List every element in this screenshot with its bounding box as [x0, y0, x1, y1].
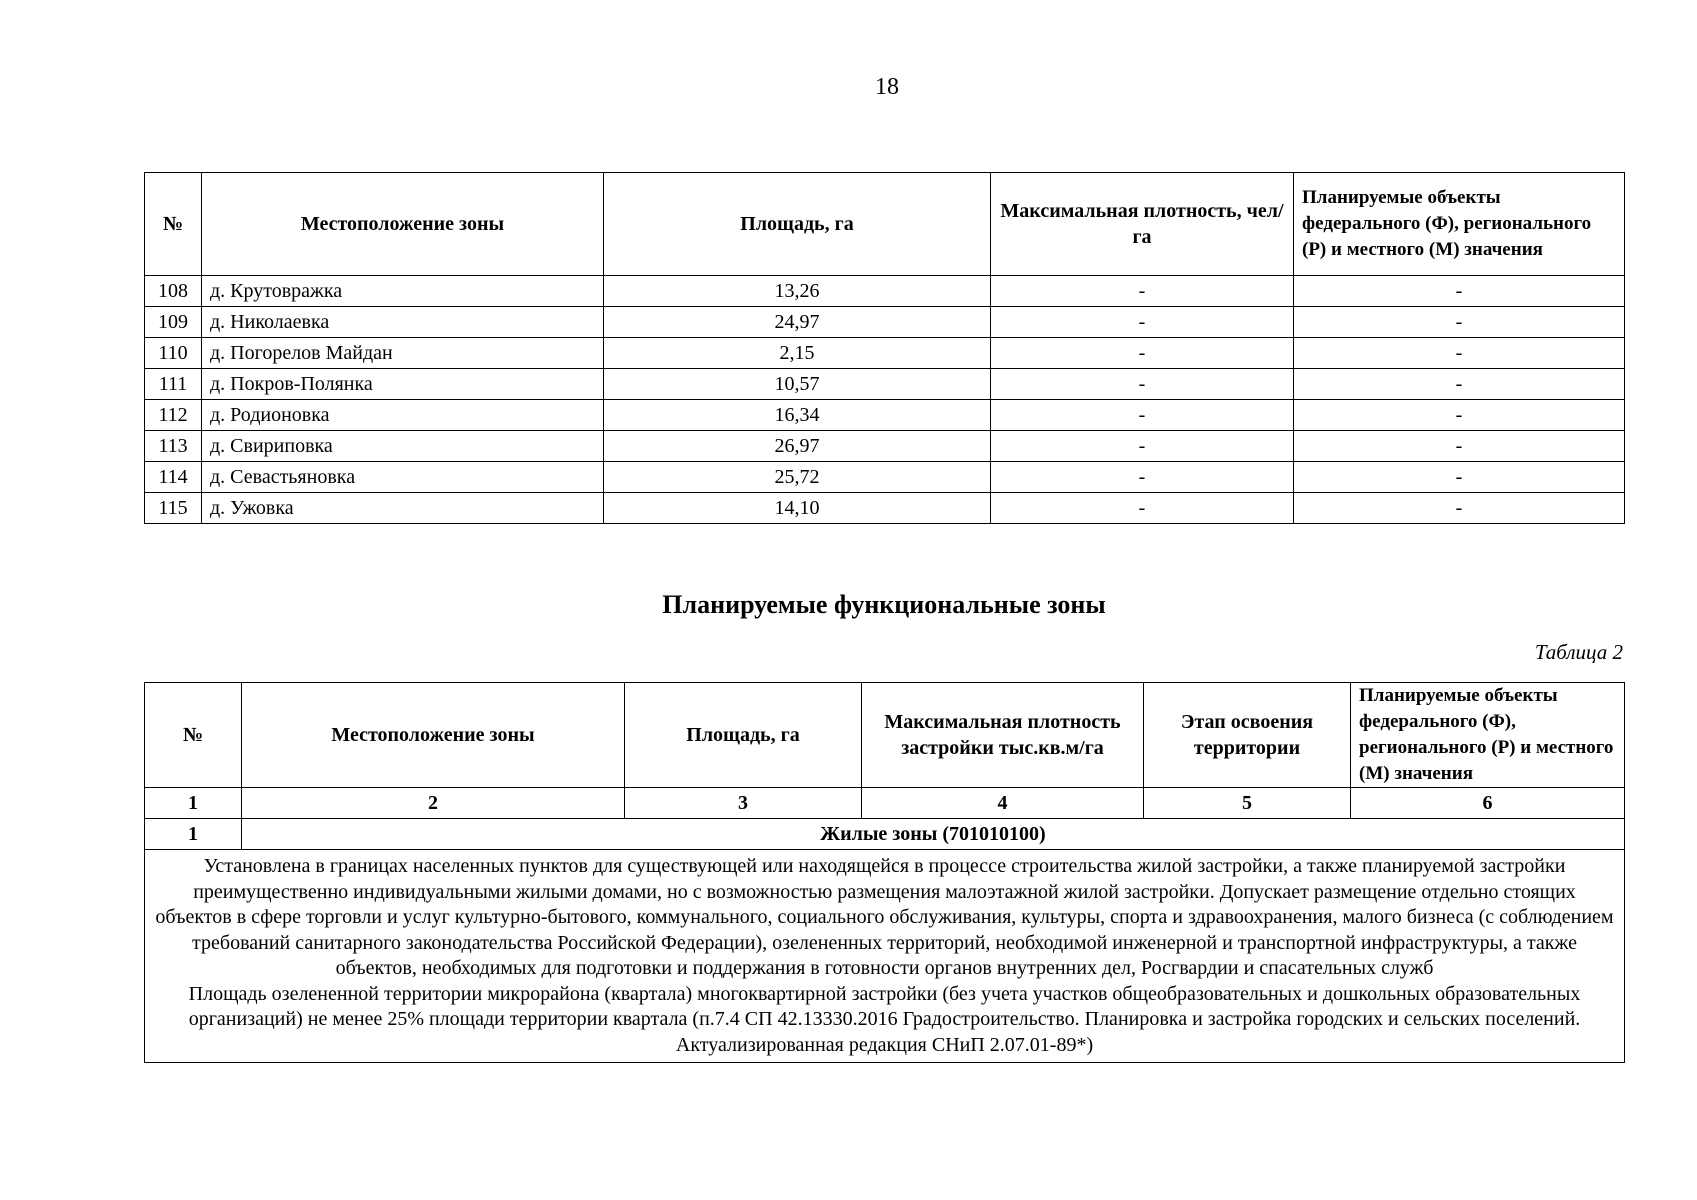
description-paragraph: Площадь озелененной территории микрорайона (квартала) многоквартирной застройки (без учета участков общеобразовательных и дошкольных образовательных организаций) не менее 25% площади территории квартала (п.7.4 СП 42.13330.2016 Градостроительство. Планировка и застройка городских и сельских поселений. Актуализированная редакция СНиП 2.07.01-89*)	[188, 982, 1581, 1056]
zones-table-continued	[144, 172, 1625, 524]
cell-num: 114	[145, 462, 202, 493]
cell-location: д. Николаевка	[202, 307, 604, 338]
cell-location: д. Крутовражка	[202, 276, 604, 307]
table-row	[145, 431, 1625, 462]
cell-area: 13,26	[604, 276, 991, 307]
cell-density: -	[991, 431, 1294, 462]
col-number: 5	[1144, 788, 1351, 819]
cell-objects: -	[1294, 276, 1625, 307]
cell-location: д. Ужовка	[202, 493, 604, 524]
cell-area: 25,72	[604, 462, 991, 493]
cell-density: -	[991, 400, 1294, 431]
section-title: Планируемые функциональные зоны	[662, 590, 1106, 619]
zone-title: Жилые зоны (701010100)	[242, 819, 1625, 850]
header-objects: Планируемые объекты федерального (Ф), регионального (Р) и местного (М) значения	[1294, 173, 1625, 276]
cell-location: д. Севастьяновка	[202, 462, 604, 493]
cell-objects: -	[1294, 338, 1625, 369]
cell-objects: -	[1294, 400, 1625, 431]
page-number: 18	[875, 74, 899, 100]
header-density: Максимальная плотность, чел/га	[991, 173, 1294, 276]
header-objects: Планируемые объекты федерального (Ф), регионального (Р) и местного (М) значения	[1351, 683, 1625, 788]
cell-area: 10,57	[604, 369, 991, 400]
cell-area: 26,97	[604, 431, 991, 462]
table-row	[145, 493, 1625, 524]
cell-objects: -	[1294, 307, 1625, 338]
table2-header-row	[145, 683, 1625, 788]
cell-density: -	[991, 369, 1294, 400]
cell-area: 2,15	[604, 338, 991, 369]
cell-area: 16,34	[604, 400, 991, 431]
cell-density: -	[991, 307, 1294, 338]
table-row	[145, 307, 1625, 338]
cell-num: 112	[145, 400, 202, 431]
col-number: 4	[862, 788, 1144, 819]
header-stage: Этап освоения территории	[1144, 683, 1351, 788]
zone-num: 1	[145, 819, 242, 850]
cell-area: 24,97	[604, 307, 991, 338]
cell-density: -	[991, 462, 1294, 493]
cell-objects: -	[1294, 462, 1625, 493]
description-row	[145, 850, 1625, 1063]
column-number-row	[145, 788, 1625, 819]
cell-location: д. Покров-Полянка	[202, 369, 604, 400]
table1-header-row	[145, 173, 1625, 276]
table-row	[145, 400, 1625, 431]
cell-num: 110	[145, 338, 202, 369]
cell-num: 113	[145, 431, 202, 462]
table-row	[145, 276, 1625, 307]
table-label: Таблица 2	[1534, 640, 1623, 664]
table-row	[145, 369, 1625, 400]
col-number: 2	[242, 788, 625, 819]
cell-location: д. Погорелов Майдан	[202, 338, 604, 369]
col-number: 3	[625, 788, 862, 819]
header-location: Местоположение зоны	[242, 683, 625, 788]
cell-location: д. Родионовка	[202, 400, 604, 431]
cell-density: -	[991, 338, 1294, 369]
zone-description	[145, 850, 1625, 1063]
table-row	[145, 338, 1625, 369]
cell-num: 109	[145, 307, 202, 338]
table-row	[145, 462, 1625, 493]
planned-zones-table	[144, 682, 1625, 1063]
cell-location: д. Свириповка	[202, 431, 604, 462]
zone-row	[145, 819, 1625, 850]
cell-num: 111	[145, 369, 202, 400]
col-number: 6	[1351, 788, 1625, 819]
header-location: Местоположение зоны	[202, 173, 604, 276]
description-paragraph: Установлена в границах населенных пунктов для существующей или находящейся в процессе строительства жилой застройки, а также планируемой застройки преимущественно индивидуальными жилыми домами, но с возможностью размещения малоэтажной жилой застройки. Допускает размещение отдельно стоящих объектов в сфере торговли и услуг культурно-бытового, коммунального, социального обслуживания, культуры, спорта и здравоохранения, малого бизнеса (с соблюдением требований санитарного законодательства Российской Федерации), озелененных территорий, необходимой инженерной и транспортной инфраструктуры, а также объектов, необходимых для подготовки и поддержания в готовности органов внутренних дел, Росгвардии и спасательных служб	[155, 855, 1614, 979]
cell-objects: -	[1294, 493, 1625, 524]
header-area: Площадь, га	[604, 173, 991, 276]
cell-area: 14,10	[604, 493, 991, 524]
header-num: №	[145, 683, 242, 788]
cell-num: 115	[145, 493, 202, 524]
header-num: №	[145, 173, 202, 276]
header-density: Максимальная плотность застройки тыс.кв.м/га	[862, 683, 1144, 788]
cell-num: 108	[145, 276, 202, 307]
cell-density: -	[991, 493, 1294, 524]
col-number: 1	[145, 788, 242, 819]
cell-density: -	[991, 276, 1294, 307]
cell-objects: -	[1294, 431, 1625, 462]
header-area: Площадь, га	[625, 683, 862, 788]
cell-objects: -	[1294, 369, 1625, 400]
